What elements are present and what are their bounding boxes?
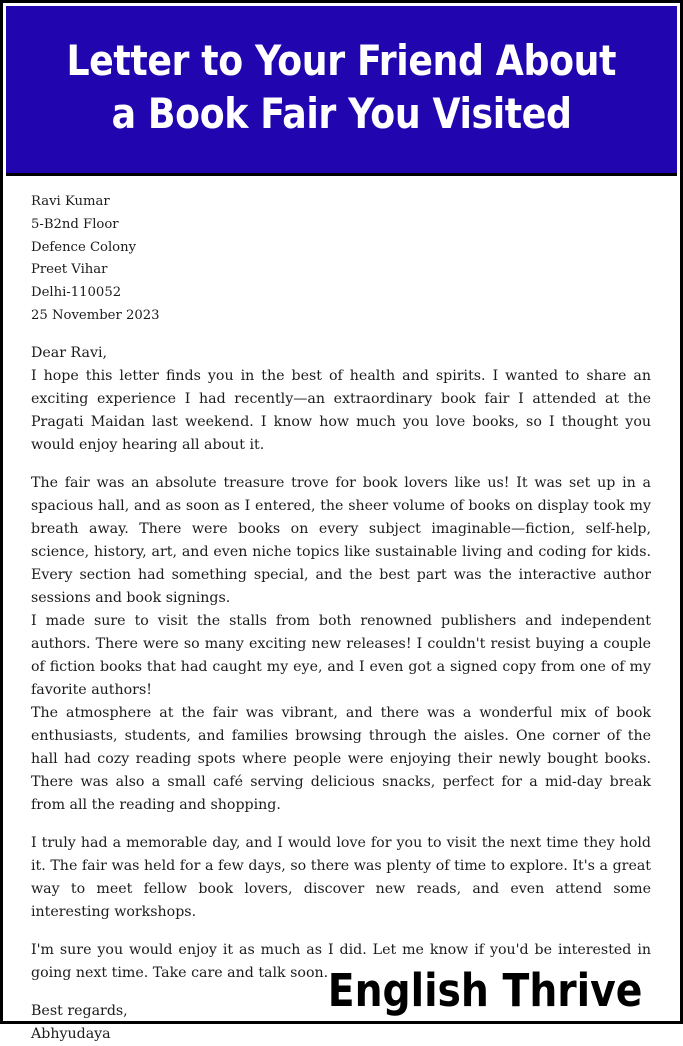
page-title-line-1: Letter to Your Friend About (66, 35, 617, 85)
address-line: Delhi-110052 (31, 285, 122, 301)
letter-paragraph: The fair was an absolute treasure trove for book lovers like us! It was set up in a spacious hall, and as soon as I entered, the sheer volume of books on display took my breath away. There were books on every subject imaginable—fiction, self-help, science, history, art, and even niche topics like sustainable living and coding for kids. Every section had something special, and the best part was the interactive author sessions and book signings. (31, 474, 651, 606)
letter-paragraph: The atmosphere at the fair was vibrant, and there was a wonderful mix of book enthusiasts, students, and families browsing through the aisles. One corner of the hall had cozy reading spots where people were enjoying their newly bought books. There was also a small café serving delicious snacks, perfect for a mid-day break from all the reading and shopping. (31, 704, 651, 813)
letter-paragraph: I made sure to visit the stalls from both renowned publishers and independent authors. There were so many exciting new releases! I couldn't resist buying a couple of fiction books that had caught my eye, and I even got a signed copy from one of my favorite authors! (31, 612, 651, 698)
address-line: 5-B2nd Floor (31, 216, 119, 232)
page-title-line-2: a Book Fair You Visited (111, 88, 572, 138)
letter-paragraph: I hope this letter finds you in the best of health and spirits. I wanted to share an exciting experience I had recently—an extraordinary book fair I attended at the Pragati Maidan last weekend. I know how much you love books, so I thought you would enjoy hearing all about it. (31, 367, 651, 453)
letter-date: 25 November 2023 (31, 308, 160, 324)
closing-line: Best regards, (31, 1002, 128, 1019)
signature-name: Abhyudaya (31, 1025, 111, 1042)
address-line: Preet Vihar (31, 262, 108, 278)
salutation: Dear Ravi, (31, 344, 108, 361)
sender-address-block (31, 191, 651, 328)
brand-watermark: English Thrive (327, 964, 642, 1017)
address-line: Defence Colony (31, 239, 137, 255)
header-banner (6, 6, 677, 176)
letter-body (6, 179, 677, 1046)
letter-paragraph: I truly had a memorable day, and I would love for you to visit the next time they hold it. The fair was held for a few days, so there was plenty of time to explore. It's a great way to meet fellow book lovers, discover new reads, and even attend some interesting workshops. (31, 834, 651, 920)
address-line: Ravi Kumar (31, 194, 110, 209)
letter-paragraph: I'm sure you would enjoy it as much as I did. Let me know if you'd be interested in going next time. Take care and talk soon. (31, 941, 651, 981)
